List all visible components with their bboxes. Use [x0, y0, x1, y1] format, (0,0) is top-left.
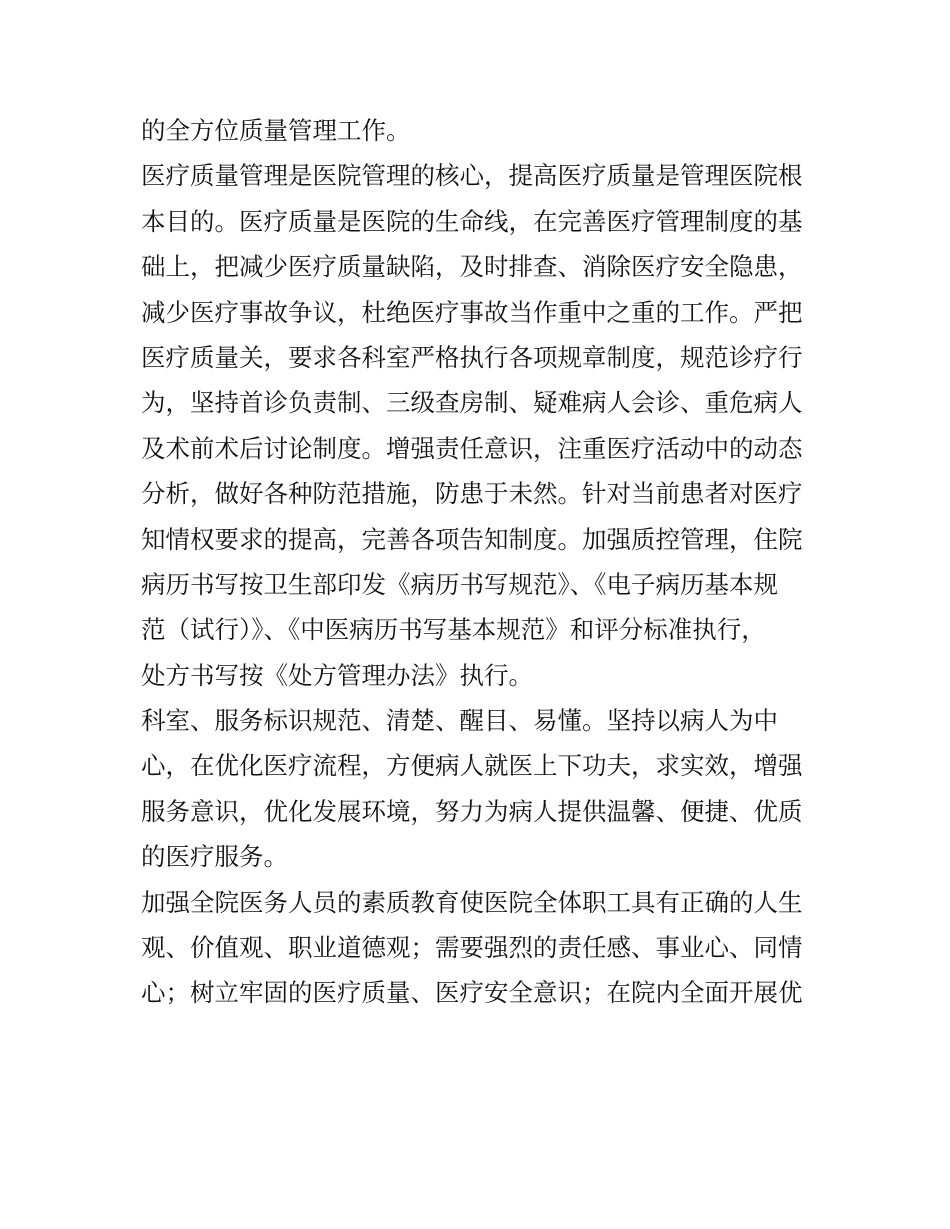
text-line: 减少医疗事故争议，杜绝医疗事故当作重中之重的工作。严把	[141, 297, 803, 327]
document-body	[141, 108, 821, 1016]
text-line: 病历书写按卫生部印发《病历书写规范》、《电子病历基本规	[141, 569, 778, 599]
text-line: 础上，把减少医疗质量缺陷，及时排查、消除医疗安全隐患，	[141, 252, 803, 282]
text-line: 医疗质量管理是医院管理的核心，提高医疗质量是管理医院根	[141, 161, 803, 191]
text-line: 知情权要求的提高，完善各项告知制度。加强质控管理，住院	[141, 524, 803, 554]
text-line: 处方书写按《处方管理办法》执行。	[141, 660, 533, 690]
text-line: 范（试行）》、《中医病历书写基本规范》和评分标准执行，	[141, 615, 766, 645]
text-line: 心；树立牢固的医疗质量、医疗安全意识；在院内全面开展优	[141, 978, 803, 1008]
text-line: 的全方位质量管理工作。	[141, 116, 411, 145]
text-line: 及术前术后讨论制度。增强责任意识，注重医疗活动中的动态	[141, 433, 803, 463]
text-line: 分析，做好各种防范措施，防患于未然。针对当前患者对医疗	[141, 479, 803, 509]
text-line: 服务意识，优化发展环境，努力为病人提供温馨、便捷、优质	[141, 796, 803, 826]
text-line: 的医疗服务。	[141, 842, 288, 872]
text-line: 本目的。医疗质量是医院的生命线，在完善医疗管理制度的基	[141, 206, 803, 236]
text-line: 加强全院医务人员的素质教育使医院全体职工具有正确的人生	[141, 887, 803, 917]
text-line: 医疗质量关，要求各科室严格执行各项规章制度，规范诊疗行	[141, 342, 803, 372]
text-line: 科室、服务标识规范、清楚、醒目、易懂。坚持以病人为中	[141, 706, 778, 736]
text-line: 为，坚持首诊负责制、三级查房制、疑难病人会诊、重危病人	[141, 388, 803, 418]
text-line: 观、价值观、职业道德观；需要强烈的责任感、事业心、同情	[141, 933, 803, 963]
text-line: 心，在优化医疗流程，方便病人就医上下功夫，求实效，增强	[141, 751, 803, 781]
